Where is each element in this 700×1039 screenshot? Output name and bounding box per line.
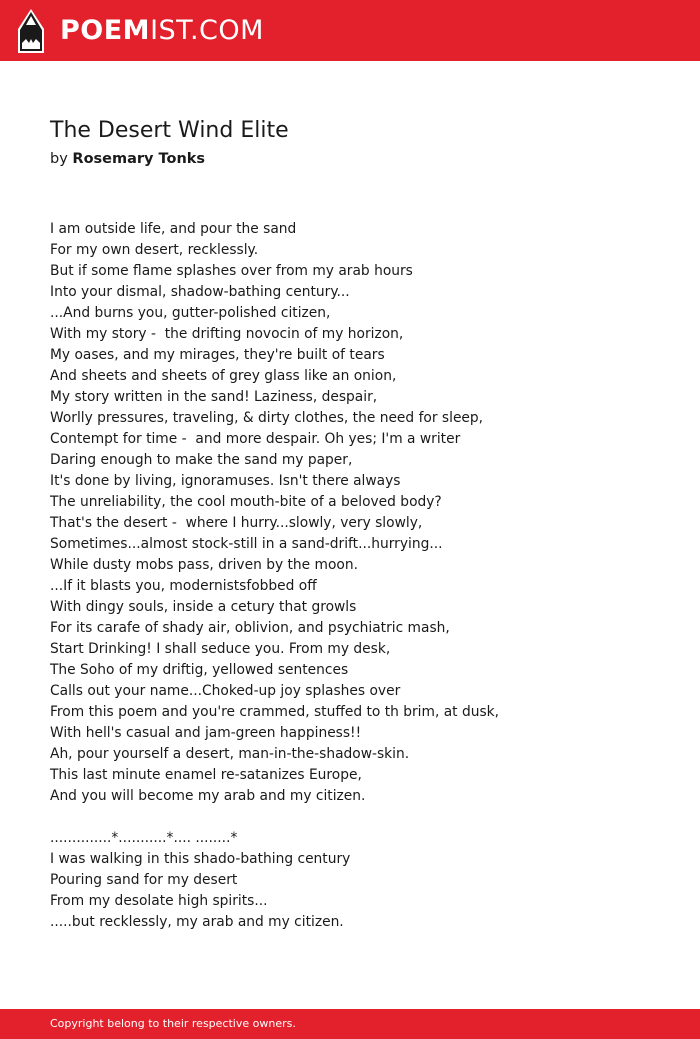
stanza-2 [50, 828, 670, 933]
poem-line: ..............*...........*.... ........* [50, 830, 238, 846]
site-name-light: IST.COM [150, 15, 264, 46]
site-logo[interactable] [18, 9, 264, 53]
poem-line: With hell's casual and jam-green happiness!! [50, 725, 362, 741]
poem-line: This last minute enamel re-satanizes Europe, [50, 767, 362, 783]
poem-line: Calls out your name...Choked-up joy splashes over [50, 683, 401, 699]
site-name-bold: POEM [60, 15, 151, 46]
poem-line: Sometimes...almost stock-still in a sand-drift...hurrying... [50, 536, 443, 552]
author-name: Rosemary Tonks [72, 151, 206, 167]
stanza-1 [50, 219, 670, 807]
poem-line: ...If it blasts you, modernistsfobbed off [50, 578, 317, 594]
copyright-notice: Copyright belong to their respective owners. [50, 1017, 296, 1030]
pencil-tip-icon [18, 9, 44, 53]
poem-line: Daring enough to make the sand my paper, [50, 452, 353, 468]
poem-line: Start Drinking! I shall seduce you. From my desk, [50, 641, 391, 657]
site-header [0, 0, 700, 61]
poem-line: For my own desert, recklessly. [50, 242, 259, 258]
poem-line: Pouring sand for my desert [50, 872, 238, 888]
poem-line: The Soho of my driftig, yellowed sentences [50, 662, 349, 678]
poem-line: While dusty mobs pass, driven by the moon. [50, 557, 358, 573]
poem-line: With dingy souls, inside a cetury that growls [50, 599, 357, 615]
poem-title: The Desert Wind Elite [50, 118, 289, 143]
poem-line: My story written in the sand! Laziness, despair, [50, 389, 378, 405]
by-label: by [50, 151, 68, 167]
poem-line: I am outside life, and pour the sand [50, 221, 297, 237]
poem-line: For its carafe of shady air, oblivion, and psychiatric mash, [50, 620, 450, 636]
poem-line: With my story - the drifting novocin of my horizon, [50, 326, 404, 342]
poem-line: Ah, pour yourself a desert, man-in-the-shadow-skin. [50, 746, 410, 762]
poem-line: And sheets and sheets of grey glass like an onion, [50, 368, 397, 384]
site-footer [0, 1009, 700, 1039]
poem-line: ...And burns you, gutter-polished citizen, [50, 305, 331, 321]
poem-line: But if some flame splashes over from my arab hours [50, 263, 413, 279]
poem-line: Worlly pressures, traveling, & dirty clothes, the need for sleep, [50, 410, 484, 426]
site-name [60, 9, 264, 53]
poem-body [50, 219, 670, 933]
poem-line: And you will become my arab and my citizen. [50, 788, 366, 804]
poem-line: It's done by living, ignoramuses. Isn't there always [50, 473, 401, 489]
poem-line: My oases, and my mirages, they're built of tears [50, 347, 385, 363]
poem-line: The unreliability, the cool mouth-bite of a beloved body? [50, 494, 442, 510]
poem-line: From my desolate high spirits... [50, 893, 268, 909]
poem-line: .....but recklessly, my arab and my citizen. [50, 914, 344, 930]
byline [50, 148, 205, 170]
poem-line: Into your dismal, shadow-bathing century... [50, 284, 350, 300]
poem-line: From this poem and you're crammed, stuffed to th brim, at dusk, [50, 704, 500, 720]
poem-line: Contempt for time - and more despair. Oh yes; I'm a writer [50, 431, 461, 447]
poem-line: That's the desert - where I hurry...slowly, very slowly, [50, 515, 423, 531]
poem-line: I was walking in this shado-bathing century [50, 851, 351, 867]
